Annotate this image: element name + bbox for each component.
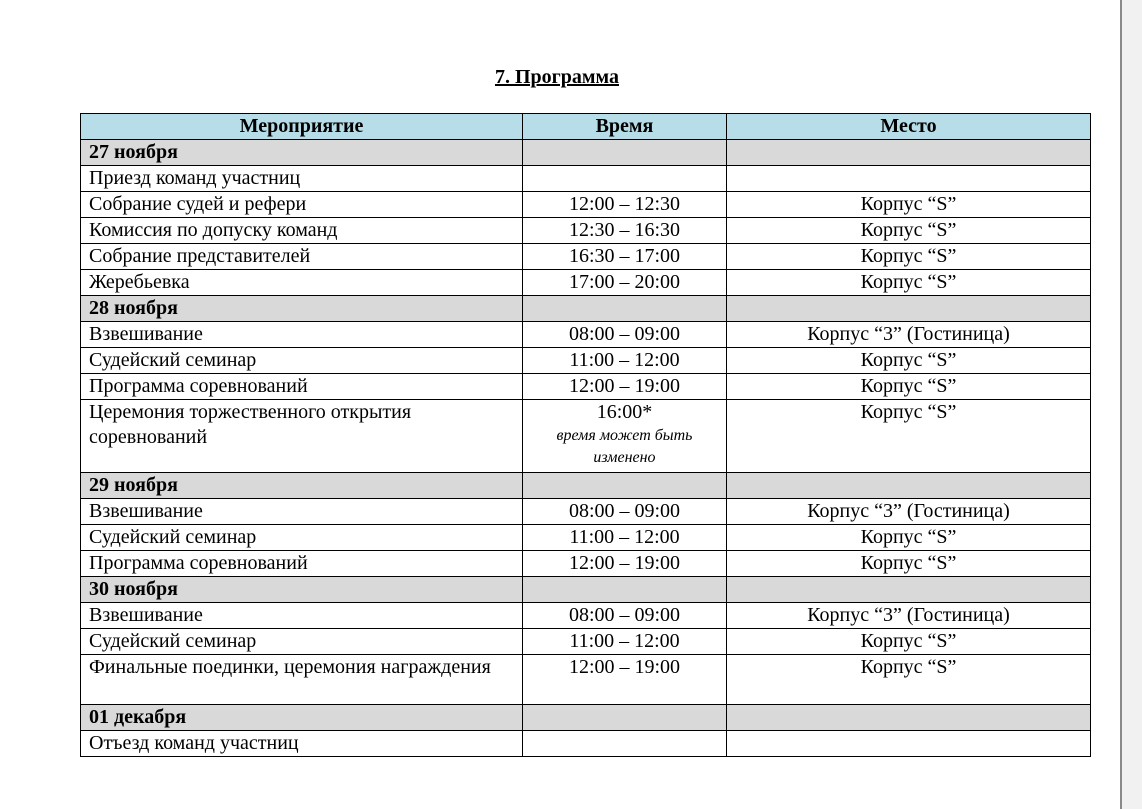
day-header-row <box>81 140 1091 166</box>
event-cell: Отъезд команд участниц <box>81 731 523 757</box>
table-row <box>81 348 1091 374</box>
day-empty-cell <box>727 140 1091 166</box>
table-row <box>81 244 1091 270</box>
event-cell: Взвешивание <box>81 603 523 629</box>
event-cell: Жеребьевка <box>81 270 523 296</box>
event-cell: Взвешивание <box>81 322 523 348</box>
table-row <box>81 322 1091 348</box>
table-row <box>81 192 1091 218</box>
place-cell <box>727 731 1091 757</box>
time-cell: 16:30 – 17:00 <box>523 244 727 270</box>
day-date: 01 декабря <box>81 705 523 731</box>
event-cell: Собрание представителей <box>81 244 523 270</box>
day-empty-cell <box>523 705 727 731</box>
place-cell: Корпус “S” <box>727 348 1091 374</box>
time-cell: 12:00 – 12:30 <box>523 192 727 218</box>
place-cell <box>727 166 1091 192</box>
day-empty-cell <box>523 473 727 499</box>
event-cell: Приезд команд участниц <box>81 166 523 192</box>
place-cell: Корпус “S” <box>727 244 1091 270</box>
event-cell: Судейский семинар <box>81 348 523 374</box>
place-cell: Корпус “3” (Гостиница) <box>727 322 1091 348</box>
table-row <box>81 629 1091 655</box>
event-cell: Комиссия по допуску команд <box>81 218 523 244</box>
day-empty-cell <box>727 577 1091 603</box>
table-row <box>81 166 1091 192</box>
place-cell: Корпус “S” <box>727 400 1091 473</box>
table-row <box>81 499 1091 525</box>
event-cell: Судейский семинар <box>81 525 523 551</box>
place-cell: Корпус “S” <box>727 192 1091 218</box>
place-cell: Корпус “S” <box>727 525 1091 551</box>
table-header-row <box>81 114 1091 140</box>
time-cell: 08:00 – 09:00 <box>523 603 727 629</box>
table-row <box>81 525 1091 551</box>
day-empty-cell <box>523 577 727 603</box>
time-cell: 11:00 – 12:00 <box>523 348 727 374</box>
place-cell: Корпус “S” <box>727 551 1091 577</box>
place-cell: Корпус “S” <box>727 374 1091 400</box>
time-cell: 12:00 – 19:00 <box>523 551 727 577</box>
day-empty-cell <box>727 296 1091 322</box>
place-cell: Корпус “S” <box>727 218 1091 244</box>
event-cell: Судейский семинар <box>81 629 523 655</box>
time-cell <box>523 731 727 757</box>
time-value: 16:00* <box>596 401 653 423</box>
day-header-row <box>81 705 1091 731</box>
table-row <box>81 270 1091 296</box>
table-row <box>81 400 1091 473</box>
day-empty-cell <box>523 296 727 322</box>
column-header-place: Место <box>727 114 1091 140</box>
place-cell: Корпус “S” <box>727 270 1091 296</box>
time-cell: 08:00 – 09:00 <box>523 322 727 348</box>
column-header-time: Время <box>523 114 727 140</box>
day-empty-cell <box>727 705 1091 731</box>
table-row <box>81 551 1091 577</box>
place-cell: Корпус “3” (Гостиница) <box>727 603 1091 629</box>
day-date: 30 ноября <box>81 577 523 603</box>
day-header-row <box>81 473 1091 499</box>
schedule-table <box>80 113 1091 757</box>
day-date: 28 ноября <box>81 296 523 322</box>
page-title: 7. Программа <box>495 66 619 88</box>
time-cell <box>523 400 727 473</box>
day-empty-cell <box>727 473 1091 499</box>
table-row <box>81 731 1091 757</box>
event-cell: Взвешивание <box>81 499 523 525</box>
place-cell: Корпус “S” <box>727 629 1091 655</box>
column-header-event: Мероприятие <box>81 114 523 140</box>
table-row <box>81 603 1091 629</box>
event-cell: Собрание судей и рефери <box>81 192 523 218</box>
time-cell: 12:00 – 19:00 <box>523 655 727 705</box>
time-note: время может быть изменено <box>556 427 693 466</box>
event-cell: Программа соревнований <box>81 551 523 577</box>
day-date: 29 ноября <box>81 473 523 499</box>
table-row <box>81 374 1091 400</box>
event-cell: Программа соревнований <box>81 374 523 400</box>
place-cell: Корпус “S” <box>727 655 1091 705</box>
place-cell: Корпус “3” (Гостиница) <box>727 499 1091 525</box>
table-row <box>81 655 1091 705</box>
event-cell: Церемония торжественного открытия соревнований <box>81 400 523 473</box>
time-cell: 11:00 – 12:00 <box>523 525 727 551</box>
time-cell: 12:00 – 19:00 <box>523 374 727 400</box>
day-date: 27 ноября <box>81 140 523 166</box>
time-cell: 17:00 – 20:00 <box>523 270 727 296</box>
time-cell: 08:00 – 09:00 <box>523 499 727 525</box>
page-edge-scrollbar[interactable] <box>1120 0 1142 809</box>
time-cell <box>523 166 727 192</box>
day-header-row <box>81 296 1091 322</box>
table-row <box>81 218 1091 244</box>
event-cell: Финальные поединки, церемония награждения <box>81 655 523 705</box>
time-cell: 11:00 – 12:00 <box>523 629 727 655</box>
day-header-row <box>81 577 1091 603</box>
day-empty-cell <box>523 140 727 166</box>
time-cell: 12:30 – 16:30 <box>523 218 727 244</box>
